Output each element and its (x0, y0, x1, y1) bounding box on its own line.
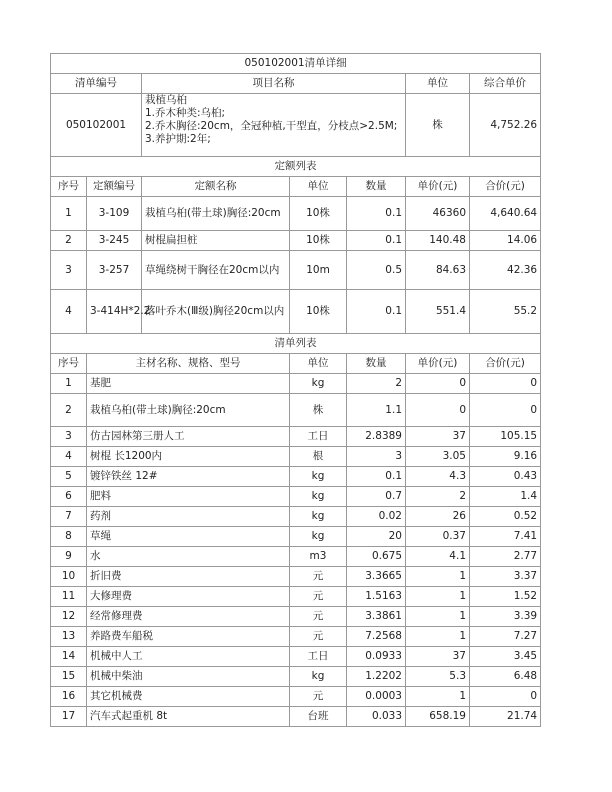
material-price: 2 (406, 487, 470, 507)
material-row (51, 547, 541, 567)
quota-qty: 0.1 (347, 197, 406, 231)
material-name: 养路费车船税 (87, 627, 290, 647)
quota-price: 84.63 (406, 251, 470, 290)
material-seq: 15 (51, 667, 87, 687)
quota-unit: 10株 (290, 231, 347, 251)
quota-header-qty: 数量 (347, 177, 406, 197)
quota-row (51, 231, 541, 251)
material-unit: kg (290, 667, 347, 687)
material-seq: 9 (51, 547, 87, 567)
material-qty: 0.02 (347, 507, 406, 527)
material-qty: 0.1 (347, 467, 406, 487)
bill-detail-table (50, 53, 541, 727)
quota-name (142, 197, 290, 231)
material-qty: 1.2202 (347, 667, 406, 687)
quota-name (142, 251, 290, 290)
quota-name-text: 落叶乔木(Ⅲ级)胸径20cm以内 (145, 305, 285, 317)
material-name: 基肥 (87, 374, 290, 394)
material-price: 0 (406, 394, 470, 427)
material-seq: 10 (51, 567, 87, 587)
material-total: 0.52 (470, 507, 541, 527)
header-unit: 单位 (406, 74, 470, 94)
material-qty: 0.033 (347, 707, 406, 727)
quota-row (51, 251, 541, 290)
material-name: 折旧费 (87, 567, 290, 587)
quota-section-title: 定额列表 (51, 157, 541, 177)
material-row (51, 467, 541, 487)
header-unit-price: 综合单价 (470, 74, 541, 94)
material-total: 1.52 (470, 587, 541, 607)
header-list-code: 清单编号 (51, 74, 142, 94)
material-qty: 0.675 (347, 547, 406, 567)
material-price: 0 (406, 374, 470, 394)
material-unit: kg (290, 527, 347, 547)
material-row (51, 627, 541, 647)
list-item-unit: 株 (406, 94, 470, 157)
material-qty: 3.3665 (347, 567, 406, 587)
material-unit: 工日 (290, 427, 347, 447)
material-unit: 台班 (290, 707, 347, 727)
material-total: 7.41 (470, 527, 541, 547)
material-total: 3.45 (470, 647, 541, 667)
quota-code: 3-257 (87, 251, 142, 290)
material-name: 树棍 长1200内 (87, 447, 290, 467)
quota-code: 3-245 (87, 231, 142, 251)
list-header-row (51, 74, 541, 94)
material-seq: 11 (51, 587, 87, 607)
material-total: 2.77 (470, 547, 541, 567)
material-row (51, 427, 541, 447)
material-row (51, 587, 541, 607)
material-row (51, 647, 541, 667)
material-row (51, 447, 541, 467)
list-item-code: 050102001 (51, 94, 142, 157)
material-seq: 13 (51, 627, 87, 647)
material-price: 0.37 (406, 527, 470, 547)
material-qty: 1.5163 (347, 587, 406, 607)
material-price: 1 (406, 567, 470, 587)
material-header-total: 合价(元) (470, 354, 541, 374)
material-unit: 元 (290, 567, 347, 587)
material-header-unit: 单位 (290, 354, 347, 374)
material-row (51, 374, 541, 394)
material-total: 3.37 (470, 567, 541, 587)
material-row (51, 487, 541, 507)
material-total: 7.27 (470, 627, 541, 647)
material-qty: 20 (347, 527, 406, 547)
material-section-row (51, 334, 541, 354)
material-name: 水 (87, 547, 290, 567)
material-total: 21.74 (470, 707, 541, 727)
material-unit: 元 (290, 627, 347, 647)
quota-price: 46360 (406, 197, 470, 231)
material-name: 大修理费 (87, 587, 290, 607)
quota-name-text: 树棍扁担桩 (145, 234, 198, 246)
material-name: 其它机械费 (87, 687, 290, 707)
quota-name-text: 栽植乌桕(带土球)胸径:20cm (145, 207, 281, 219)
material-seq: 2 (51, 394, 87, 427)
description-line: 1.乔木种类:乌桕; (145, 107, 226, 119)
material-seq: 8 (51, 527, 87, 547)
quota-section-row (51, 157, 541, 177)
material-name: 机械中柴油 (87, 667, 290, 687)
material-section-title: 清单列表 (51, 334, 541, 354)
material-qty: 0.0933 (347, 647, 406, 667)
quota-unit: 10株 (290, 290, 347, 334)
material-total: 0 (470, 374, 541, 394)
material-total: 105.15 (470, 427, 541, 447)
quota-total: 42.36 (470, 251, 541, 290)
material-price: 4.1 (406, 547, 470, 567)
material-qty: 0.7 (347, 487, 406, 507)
material-name: 机械中人工 (87, 647, 290, 667)
quota-header-row (51, 177, 541, 197)
material-row (51, 707, 541, 727)
material-price: 1 (406, 627, 470, 647)
material-unit: kg (290, 374, 347, 394)
list-item-description (142, 94, 406, 157)
material-unit: kg (290, 487, 347, 507)
material-qty: 7.2568 (347, 627, 406, 647)
quota-code: 3-414H*2.2 (87, 290, 142, 334)
material-unit: 元 (290, 587, 347, 607)
material-price: 4.3 (406, 467, 470, 487)
material-price: 1 (406, 587, 470, 607)
material-row (51, 687, 541, 707)
material-qty: 2.8389 (347, 427, 406, 447)
material-qty: 0.0003 (347, 687, 406, 707)
quota-qty: 0.1 (347, 290, 406, 334)
material-unit: 元 (290, 607, 347, 627)
material-price: 37 (406, 427, 470, 447)
material-unit: 根 (290, 447, 347, 467)
material-name: 镀锌铁丝 12# (87, 467, 290, 487)
material-unit: m3 (290, 547, 347, 567)
list-item-price: 4,752.26 (470, 94, 541, 157)
quota-qty: 0.1 (347, 231, 406, 251)
material-qty: 3.3861 (347, 607, 406, 627)
quota-price: 551.4 (406, 290, 470, 334)
quota-seq: 2 (51, 231, 87, 251)
material-header-price: 单价(元) (406, 354, 470, 374)
quota-name-text: 草绳绕树干胸径在20cm以内 (145, 263, 280, 276)
material-seq: 3 (51, 427, 87, 447)
material-total: 1.4 (470, 487, 541, 507)
description-line: 栽植乌桕 (145, 94, 187, 106)
quota-header-price: 单价(元) (406, 177, 470, 197)
material-price: 1 (406, 607, 470, 627)
material-price: 1 (406, 687, 470, 707)
description-line: 3.养护期:2年; (145, 133, 211, 145)
material-seq: 5 (51, 467, 87, 487)
list-item-row (51, 94, 541, 157)
quota-header-unit: 单位 (290, 177, 347, 197)
material-header-seq: 序号 (51, 354, 87, 374)
material-seq: 14 (51, 647, 87, 667)
material-seq: 7 (51, 507, 87, 527)
description-line: 2.乔木胸径:20cm，全冠种植,干型直，分枝点>2.5M; (145, 120, 398, 132)
material-name: 汽车式起重机 8t (87, 707, 290, 727)
quota-header-name: 定额名称 (142, 177, 290, 197)
quota-row (51, 290, 541, 334)
quota-total: 4,640.64 (470, 197, 541, 231)
material-unit: 工日 (290, 647, 347, 667)
material-name: 草绳 (87, 527, 290, 547)
material-row (51, 607, 541, 627)
material-price: 3.05 (406, 447, 470, 467)
material-row (51, 507, 541, 527)
title-row (51, 54, 541, 74)
material-total: 0.43 (470, 467, 541, 487)
quota-unit: 10m (290, 251, 347, 290)
material-qty: 1.1 (347, 394, 406, 427)
material-header-qty: 数量 (347, 354, 406, 374)
material-name: 经常修理费 (87, 607, 290, 627)
material-row (51, 667, 541, 687)
quota-total: 14.06 (470, 231, 541, 251)
header-item-name: 项目名称 (142, 74, 406, 94)
material-name: 仿古园林第三册人工 (87, 427, 290, 447)
quota-total: 55.2 (470, 290, 541, 334)
material-seq: 12 (51, 607, 87, 627)
material-total: 0 (470, 394, 541, 427)
material-row (51, 527, 541, 547)
page-title: 050102001清单详细 (51, 54, 541, 74)
material-name: 栽植乌桕(带土球)胸径:20cm (87, 394, 290, 427)
material-qty: 3 (347, 447, 406, 467)
quota-header-total: 合价(元) (470, 177, 541, 197)
material-unit: 株 (290, 394, 347, 427)
quota-seq: 1 (51, 197, 87, 231)
material-seq: 1 (51, 374, 87, 394)
quota-code: 3-109 (87, 197, 142, 231)
material-total: 9.16 (470, 447, 541, 467)
material-qty: 2 (347, 374, 406, 394)
quota-unit: 10株 (290, 197, 347, 231)
material-total: 6.48 (470, 667, 541, 687)
material-seq: 6 (51, 487, 87, 507)
material-price: 5.3 (406, 667, 470, 687)
material-total: 3.39 (470, 607, 541, 627)
quota-row (51, 197, 541, 231)
quota-header-seq: 序号 (51, 177, 87, 197)
material-seq: 4 (51, 447, 87, 467)
quota-qty: 0.5 (347, 251, 406, 290)
material-seq: 16 (51, 687, 87, 707)
material-unit: 元 (290, 687, 347, 707)
material-name: 肥料 (87, 487, 290, 507)
quota-name (142, 290, 290, 334)
quota-seq: 3 (51, 251, 87, 290)
material-header-name: 主材名称、规格、型号 (87, 354, 290, 374)
quota-name (142, 231, 290, 251)
material-total: 0 (470, 687, 541, 707)
material-price: 658.19 (406, 707, 470, 727)
quota-header-code: 定额编号 (87, 177, 142, 197)
material-header-row (51, 354, 541, 374)
material-unit: kg (290, 507, 347, 527)
material-name: 药剂 (87, 507, 290, 527)
material-row (51, 567, 541, 587)
material-unit: kg (290, 467, 347, 487)
quota-price: 140.48 (406, 231, 470, 251)
material-seq: 17 (51, 707, 87, 727)
material-price: 26 (406, 507, 470, 527)
material-row (51, 394, 541, 427)
material-price: 37 (406, 647, 470, 667)
quota-seq: 4 (51, 290, 87, 334)
